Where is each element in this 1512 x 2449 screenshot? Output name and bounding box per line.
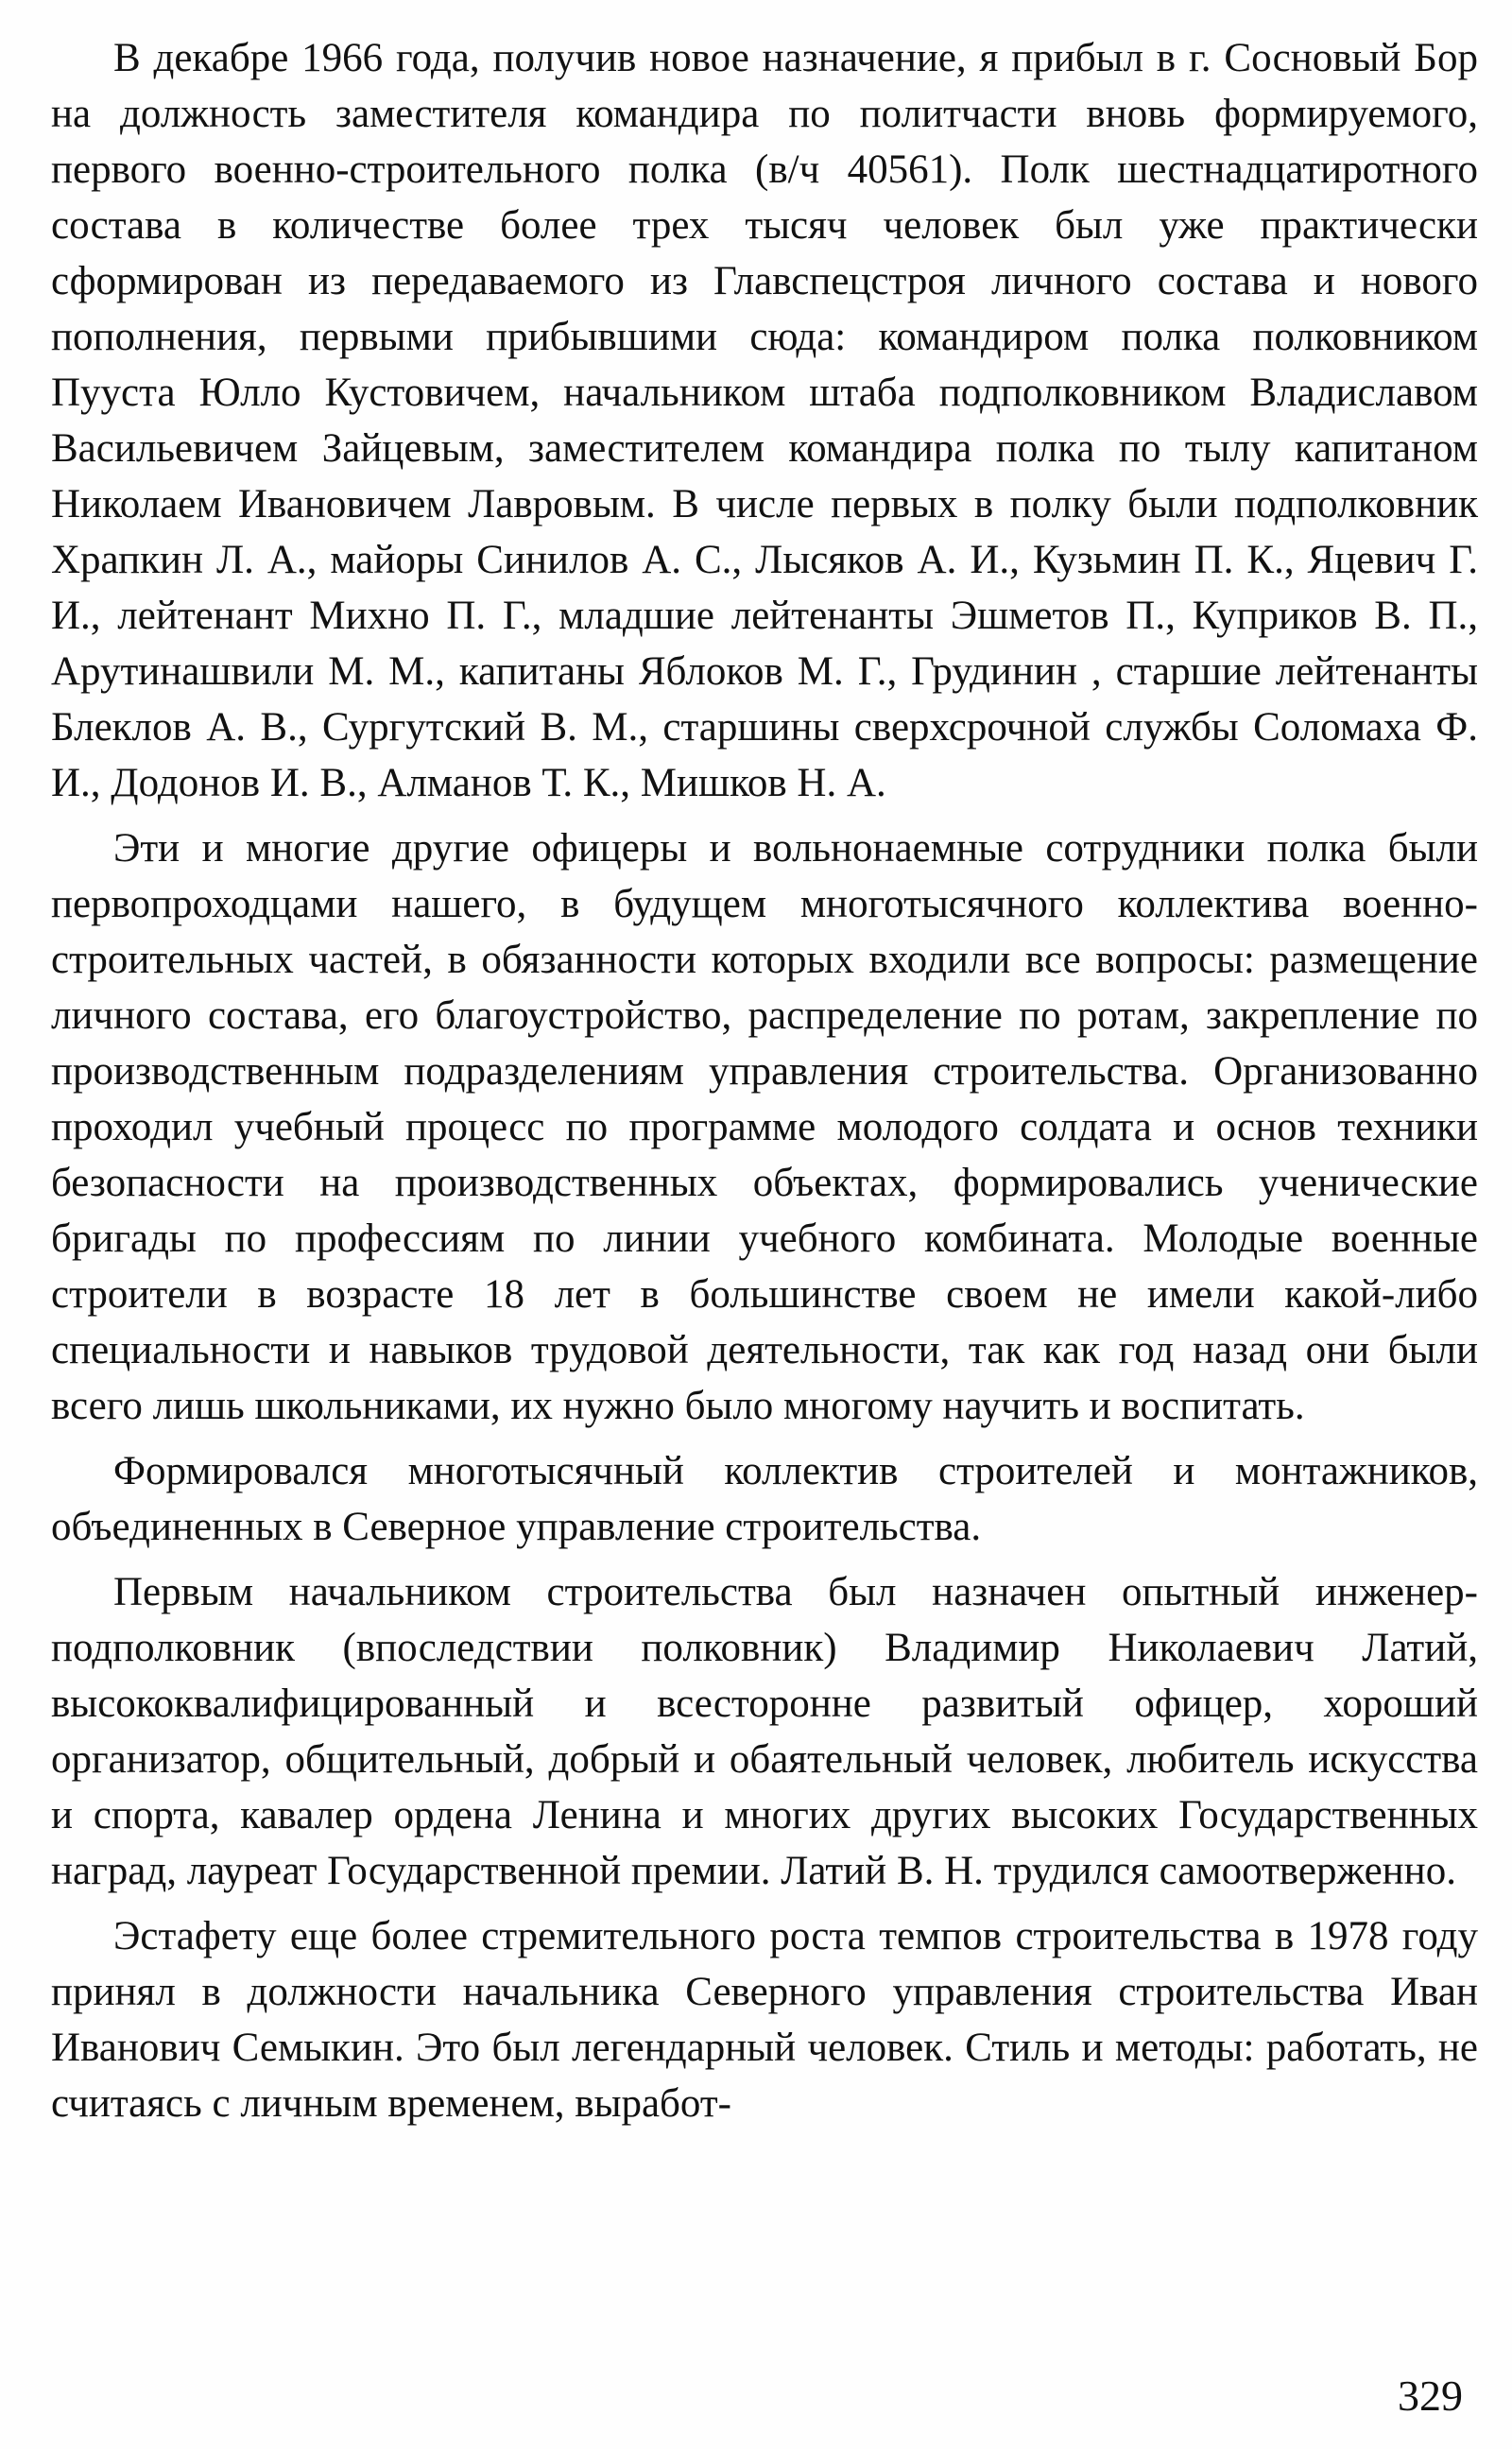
body-text [51,30,1478,2131]
paragraph-3: Формировался многотысячный коллектив строителей и монтажников, объединенных в Северное управление строительства. [51,1449,1478,1549]
page-number: 329 [1398,2371,1463,2420]
paragraph-4: Первым начальником строительства был назначен опытный инженер-подполковник (впоследствии полковник) Владимир Николаевич Латий, высококвалифицированный и всесторонне развитый офицер, хороший организатор, общительный, добрый и обаятельный человек, любитель искусства и спорта, кавалер ордена Ленина и многих других высоких Государственных наград, лауреат Государственной премии. Латий В. Н. трудился самоотверженно. [51,1570,1478,1893]
paragraph-2: Эти и многие другие офицеры и вольнонаемные сотрудники полка были первопроходцами нашего, в будущем многотысячного коллектива военно-строительных частей, в обязанности которых входили все вопросы: размещение личного состава, его благоустройство, распределение по ротам, закрепление по производственным подразделениям управления строительства. Организованно проходил учебный процесс по программе молодого солдата и основ техники безопасности на производственных объектах, формировались ученические бригады по профессиям по линии учебного комбината. Молодые военные строители в возрасте 18 лет в большинстве своем не имели какой-либо специальности и навыков трудовой деятельности, так как год назад они были всего лишь школьниками, их нужно было многому научить и воспитать. [51,826,1478,1428]
paragraph-1: В декабре 1966 года, получив новое назначение, я прибыл в г. Сосновый Бор на должность заместителя командира по политчасти вновь формируемого, первого военно-строительного полка (в/ч 40561). Полк шестнадцатиротного состава в количестве более трех тысяч человек был уже практически сформирован из передаваемого из Главспецстроя личного состава и нового пополнения, первыми прибывшими сюда: командиром полка полковником Пууста Юлло Кустовичем, начальником штаба подполковником Владиславом Васильевичем Зайцевым, заместителем командира полка по тылу капитаном Николаем Ивановичем Лавровым. В числе первых в полку были подполковник Храпкин Л. А., майоры Синилов А. С., Лысяков А. И., Кузьмин П. К., Яцевич Г. И., лейтенант Михно П. Г., младшие лейтенанты Эшметов П., Куприков В. П., Арутинашвили М. М., капитаны Яблоков М. Г., Грудинин , старшие лейтенанты Блеклов А. В., Сургутский В. М., старшины сверхсрочной службы Соломаха Ф. И., Додонов И. В., Алманов Т. К., Мишков Н. А. [51,36,1478,805]
paragraph-5: Эстафету еще более стремительного роста темпов строительства в 1978 году принял в должности начальника Северного управления строительства Иван Иванович Семыкин. Это был легендарный человек. Стиль и методы: работать, не считаясь с личным временем, выработ- [51,1914,1478,2126]
